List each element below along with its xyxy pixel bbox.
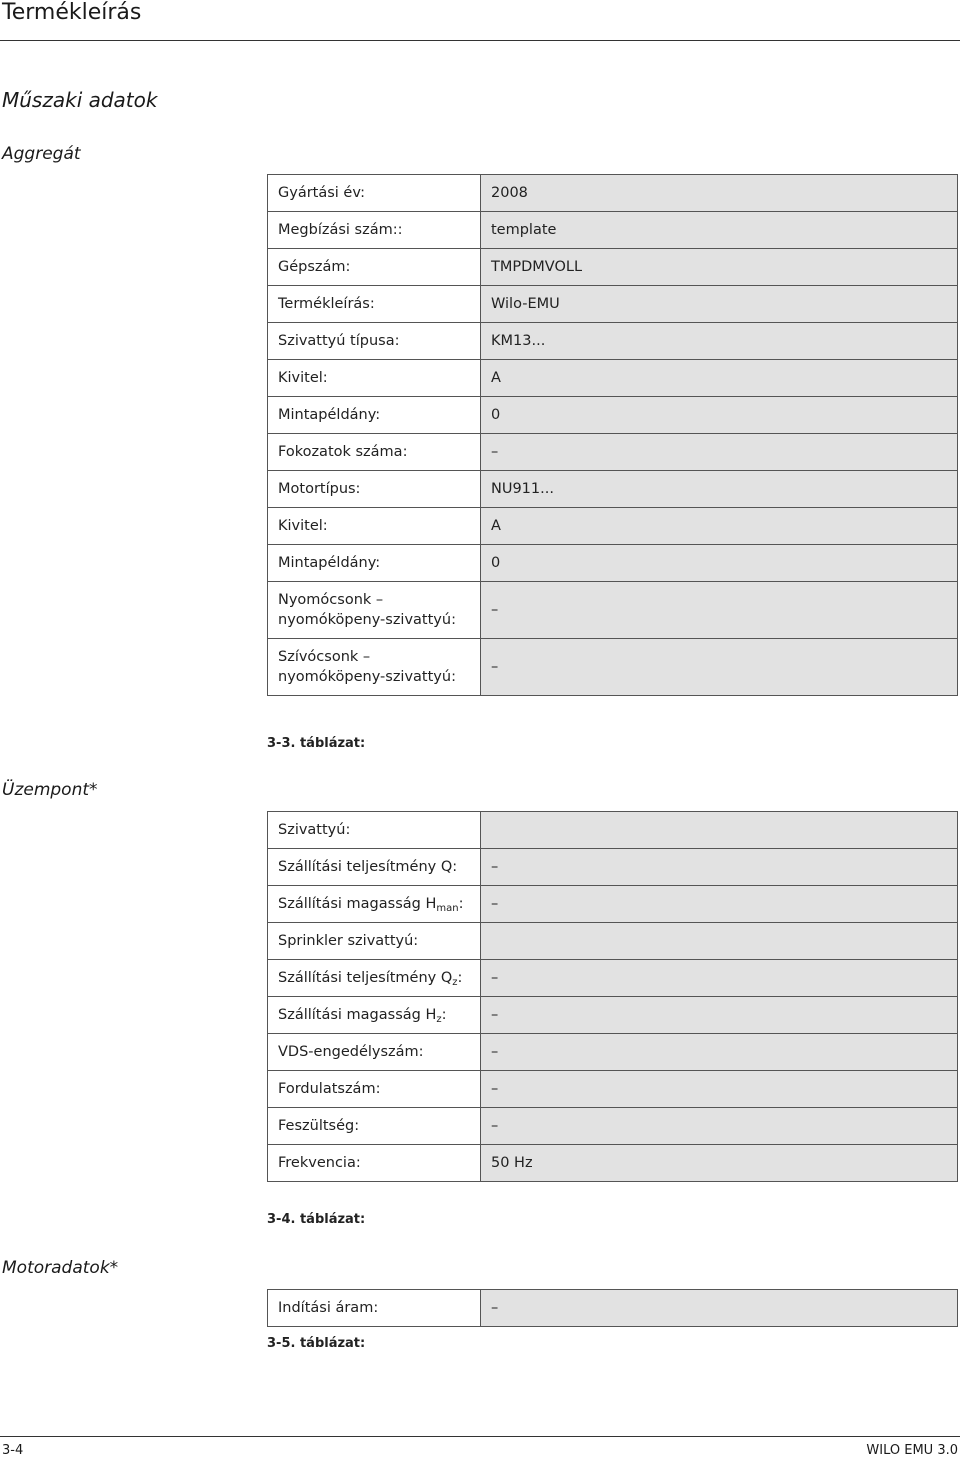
row-label: Termékleírás: bbox=[268, 286, 481, 323]
row-value: – bbox=[481, 434, 958, 471]
row-value: 2008 bbox=[481, 175, 958, 212]
table-row bbox=[268, 812, 958, 849]
table-row bbox=[268, 397, 958, 434]
row-value: – bbox=[481, 582, 958, 639]
table-row bbox=[268, 923, 958, 960]
row-label bbox=[268, 582, 481, 639]
row-label: VDS-engedélyszám: bbox=[268, 1034, 481, 1071]
row-label bbox=[268, 997, 481, 1034]
row-value: – bbox=[481, 639, 958, 696]
row-label: Fordulatszám: bbox=[268, 1071, 481, 1108]
table-row bbox=[268, 1145, 958, 1182]
row-value: template bbox=[481, 212, 958, 249]
row-value: A bbox=[481, 508, 958, 545]
row-label: Mintapéldány: bbox=[268, 545, 481, 582]
table-row bbox=[268, 997, 958, 1034]
row-label: Megbízási szám:: bbox=[268, 212, 481, 249]
row-label: Gyártási év: bbox=[268, 175, 481, 212]
row-value bbox=[481, 923, 958, 960]
row-label-line: Szívócsonk – bbox=[278, 649, 371, 665]
table-row bbox=[268, 360, 958, 397]
row-label: Mintapéldány: bbox=[268, 397, 481, 434]
row-value: A bbox=[481, 360, 958, 397]
table-row bbox=[268, 849, 958, 886]
operating-point-heading: Üzempont* bbox=[2, 780, 98, 800]
operating-point-table bbox=[267, 811, 958, 1182]
header-divider bbox=[0, 40, 960, 41]
row-value: – bbox=[481, 886, 958, 923]
row-label: Szivattyú: bbox=[268, 812, 481, 849]
row-value: – bbox=[481, 1034, 958, 1071]
row-label-subscript: z bbox=[436, 1014, 442, 1025]
page-number: 3-4 bbox=[2, 1443, 24, 1458]
row-label: Motortípus: bbox=[268, 471, 481, 508]
aggregate-heading: Aggregát bbox=[2, 144, 81, 164]
table-row bbox=[268, 175, 958, 212]
table-row bbox=[268, 434, 958, 471]
table-row bbox=[268, 249, 958, 286]
row-label-line: nyomóköpeny-szivattyú: bbox=[278, 612, 456, 628]
table-row bbox=[268, 1108, 958, 1145]
table-row bbox=[268, 1034, 958, 1071]
row-label: Frekvencia: bbox=[268, 1145, 481, 1182]
row-label: Kivitel: bbox=[268, 508, 481, 545]
row-label-main: Szállítási magasság H bbox=[278, 1007, 437, 1023]
row-label: Feszültség: bbox=[268, 1108, 481, 1145]
table-caption: 3-3. táblázat: bbox=[267, 736, 366, 751]
row-label bbox=[268, 960, 481, 997]
row-value: – bbox=[481, 1108, 958, 1145]
row-label-end: : bbox=[458, 896, 464, 912]
row-value bbox=[481, 812, 958, 849]
row-value: Wilo-EMU bbox=[481, 286, 958, 323]
row-value: – bbox=[481, 849, 958, 886]
table-row bbox=[268, 545, 958, 582]
row-label-subscript: man bbox=[436, 903, 459, 914]
row-label: Kivitel: bbox=[268, 360, 481, 397]
row-label-line: nyomóköpeny-szivattyú: bbox=[278, 669, 456, 685]
motor-data-table bbox=[267, 1289, 958, 1327]
row-label-subscript: z bbox=[452, 977, 458, 988]
row-value: 50 Hz bbox=[481, 1145, 958, 1182]
table-caption: 3-5. táblázat: bbox=[267, 1336, 366, 1351]
row-label: Gépszám: bbox=[268, 249, 481, 286]
row-label: Indítási áram: bbox=[268, 1290, 481, 1327]
row-label-end: : bbox=[457, 970, 463, 986]
row-label: Fokozatok száma: bbox=[268, 434, 481, 471]
row-value: – bbox=[481, 1071, 958, 1108]
row-label bbox=[268, 639, 481, 696]
row-value: NU911... bbox=[481, 471, 958, 508]
aggregate-table bbox=[267, 174, 958, 696]
motor-data-heading: Motoradatok* bbox=[2, 1258, 119, 1278]
row-label: Sprinkler szivattyú: bbox=[268, 923, 481, 960]
table-caption: 3-4. táblázat: bbox=[267, 1212, 366, 1227]
table-row bbox=[268, 582, 958, 639]
table-row bbox=[268, 323, 958, 360]
row-label: Szivattyú típusa: bbox=[268, 323, 481, 360]
row-label-line: Nyomócsonk – bbox=[278, 592, 384, 608]
row-label: Szállítási teljesítmény Q: bbox=[268, 849, 481, 886]
row-value: KM13... bbox=[481, 323, 958, 360]
table-row bbox=[268, 1071, 958, 1108]
row-label bbox=[268, 886, 481, 923]
row-label-main: Szállítási teljesítmény Q bbox=[278, 970, 453, 986]
table-row bbox=[268, 212, 958, 249]
page-header-title: Termékleírás bbox=[2, 0, 142, 25]
row-value: 0 bbox=[481, 545, 958, 582]
row-value: – bbox=[481, 960, 958, 997]
table-row bbox=[268, 508, 958, 545]
footer-divider bbox=[0, 1436, 960, 1437]
document-name: WILO EMU 3.0 bbox=[866, 1443, 958, 1458]
table-row bbox=[268, 1290, 958, 1327]
section-title: Műszaki adatok bbox=[2, 88, 158, 112]
row-value: – bbox=[481, 997, 958, 1034]
table-row bbox=[268, 471, 958, 508]
row-label-main: Szállítási magasság H bbox=[278, 896, 437, 912]
table-row bbox=[268, 886, 958, 923]
row-value: – bbox=[481, 1290, 958, 1327]
row-value: 0 bbox=[481, 397, 958, 434]
row-label-end: : bbox=[441, 1007, 447, 1023]
row-value: TMPDMVOLL bbox=[481, 249, 958, 286]
table-row bbox=[268, 960, 958, 997]
table-row bbox=[268, 639, 958, 696]
table-row bbox=[268, 286, 958, 323]
